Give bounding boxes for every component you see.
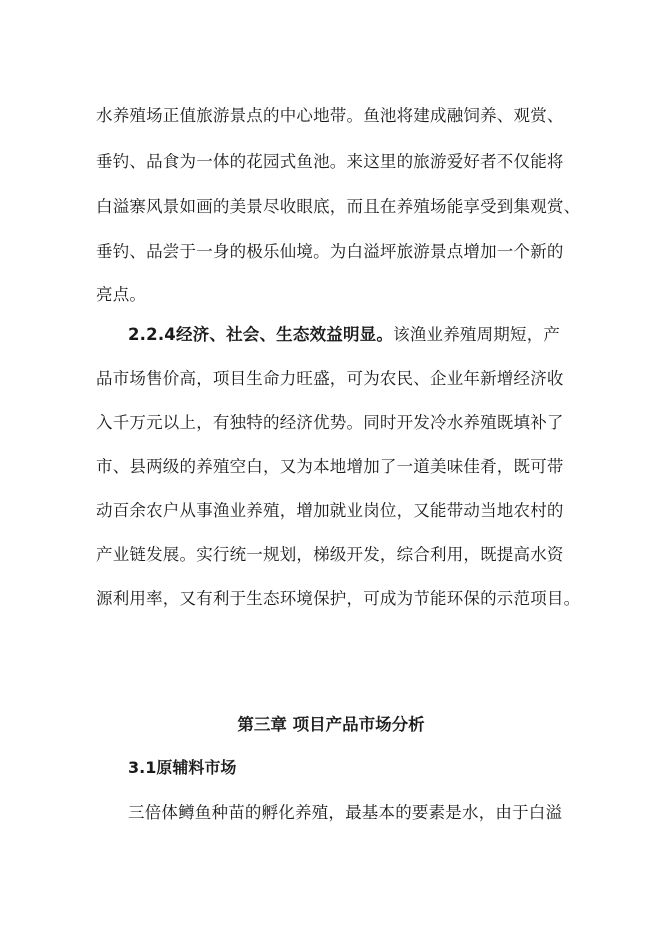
paragraph-2-first-line-rest: 该渔业养殖周期短，产	[393, 325, 561, 344]
section-title: 3.1原辅料市场	[128, 758, 237, 777]
paragraph-1-line-4: 垂钓、品尝于一身的极乐仙境。为白溢坪旅游景点增加一个新的	[96, 242, 564, 261]
paragraph-1-line-3: 白溢寨风景如画的美景尽收眼底，而且在养殖场能享受到集观赏、	[96, 197, 581, 216]
paragraph-2-heading: 2.2.4经济、社会、生态效益明显。	[128, 325, 394, 344]
paragraph-1-line-1: 水养殖场正值旅游景点的中心地带。鱼池将建成融饲养、观赏、	[96, 106, 564, 125]
paragraph-2-line-4: 市、县两级的养殖空白，又为本地增加了一道美味佳肴，既可带	[96, 457, 564, 476]
paragraph-2-line-5: 动百余农户从事渔业养殖，增加就业岗位，又能带动当地农村的	[96, 501, 564, 520]
paragraph-1-line-5: 亮点。	[96, 285, 147, 304]
paragraph-2-line-2: 品市场售价高，项目生命力旺盛，可为农民、企业年新增经济收	[96, 369, 564, 388]
paragraph-3-line-1: 三倍体鳟鱼种苗的孵化养殖，最基本的要素是水，由于白溢	[128, 803, 563, 822]
paragraph-2-line-1	[128, 325, 560, 345]
paragraph-2-line-6: 产业链发展。实行统一规划，梯级开发，综合利用，既提高水资	[96, 545, 564, 564]
paragraph-2-line-3: 入千万元以上，有独特的经济优势。同时开发冷水养殖既填补了	[96, 413, 564, 432]
chapter-title: 第三章 项目产品市场分析	[237, 715, 425, 734]
paragraph-2-line-7: 源利用率，又有利于生态环境保护，可成为节能环保的示范项目。	[96, 589, 581, 608]
paragraph-1-line-2: 垂钓、品食为一体的花园式鱼池。来这里的旅游爱好者不仅能将	[96, 152, 564, 171]
